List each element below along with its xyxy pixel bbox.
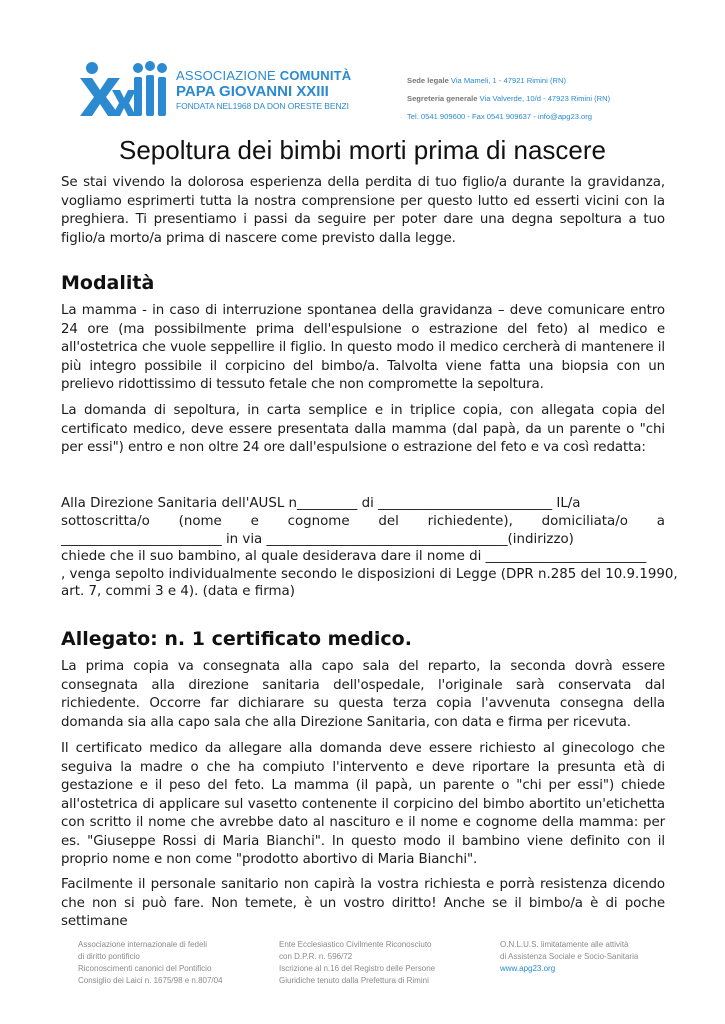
form-line: Alla Direzione Sanitaria dell'AUSL n_________ di __________________________ IL/a — [61, 496, 581, 511]
header-contacts — [407, 72, 610, 126]
modalita-paragraph-2: La domanda di sepoltura, in carta semplice e in triplice copia, con allegata copia del certificato medico, deve essere presentata dalla mamma (dal papà, da un parente o "chi per essi") entro e non oltre 24 ore dall'espulsione o estrazione del feto e va così redatta: — [61, 403, 665, 455]
contact-line-phone: Tel. 0541 909600 - Fax 0541 909637 - info@apg23.org — [407, 112, 593, 121]
organization-logo — [78, 60, 378, 120]
logo-line-3: FONDATA NEL1968 DA DON ORESTE BENZI — [176, 101, 349, 111]
logo-line-1: ASSOCIAZIONE COMUNITÀ — [176, 68, 352, 83]
form-line: ________________________ in via ____________________________________(indirizzo) — [61, 532, 574, 547]
form-line: sottoscritta/o (nome e cognome del richiedente), domiciliata/o a — [61, 514, 665, 529]
logo-mark-icon — [78, 60, 170, 118]
contact-line-segreteria: Segreteria generale Via Valverde, 10/d - 47923 Rimini (RN) — [407, 94, 611, 103]
allegato-paragraph-3: Facilmente il personale sanitario non capirà la vostra richiesta e porrà resistenza dicendo che non si può fare. Non temete, è un vostro diritto! Anche se il bimbo/a è di poche settimane — [61, 877, 665, 929]
form-line: , venga sepolto individualmente secondo le disposizioni di Legge (DPR n.285 del 10.9.1990, — [61, 567, 678, 582]
footer-col-3: O.N.L.U.S. limitatamente alle attività di Assistenza Sociale e Socio-Sanitaria www.apg23.org — [500, 940, 639, 973]
form-line: art. 7, commi 3 e 4). (data e firma) — [61, 584, 295, 599]
page-title: Sepoltura dei bimbi morti prima di nascere — [119, 135, 606, 165]
footer-col-2: Ente Ecclesiastico Civilmente Riconosciuto con D.P.R. n. 596/72 Iscrizione al n.16 del Registro delle Persone Giuridiche tenuto dalla Prefettura di Rimini — [279, 940, 436, 985]
contact-line-sede: Sede legale Via Mameli, 1 - 47921 Rimini (RN) — [407, 76, 566, 85]
website-link[interactable]: www.apg23.org — [500, 964, 556, 973]
section-heading-allegato: Allegato: n. 1 certificato medico. — [61, 628, 412, 650]
logo-text — [176, 68, 351, 112]
intro-paragraph: Se stai vivendo la dolorosa esperienza della perdita di tuo figlio/a durante la gravidanza, vogliamo esprimerti tutta la nostra comprensione per questo lutto ed esserti vicini con la preghiera. Ti presentiamo i passi da seguire per poter dare una degna sepoltura a tuo figlio/a morto/a prima di nascere come previsto dalla legge. — [61, 175, 665, 246]
allegato-paragraph-2: Il certificato medico da allegare alla domanda deve essere richiesto al ginecologo che seguiva la madre o che ha compiuto l'intervento e deve riportare la presunta età di gestazione e il peso del feto. La mamma (il papà, un parente o "chi per essi") chiede all'ostetrica di applicare sul vasetto contenente il corpicino del bimbo abortito un'etichetta con scritto il nome che avrebbe dato al nascituro e il nome e cognome della mamma: per es. "Giuseppe Rossi di Maria Bianchi". In questo modo il bambino viene definito con il proprio nome e non come "prodotto abortivo di Maria Bianchi". — [61, 741, 665, 867]
allegato-paragraph-1: La prima copia va consegnata alla capo sala del reparto, la seconda dovrà essere consegnata alla direzione sanitaria dell'ospedale, l'originale sarà conservata dal richiedente. Occorre far dichiarare su questa terza copia l'avvenuta consegna della domanda sia alla capo sala che alla Direzione Sanitaria, con data e firma per ricevuta. — [61, 659, 665, 730]
section-heading-modalita: Modalità — [61, 272, 155, 294]
logo-line-2: PAPA GIOVANNI XXIII — [176, 83, 329, 100]
footer-col-1: Associazione internazionale di fedeli di diritto pontificio Riconoscimenti canonici del Pontificio Consiglio dei Laici n. 1675/98 e n.807/04 — [78, 940, 223, 985]
modalita-paragraph-1: La mamma - in caso di interruzione spontanea della gravidanza – deve comunicare entro 24 ore (ma possibilmente prima dell'espulsione o estrazione del feto) al medico e all'ostetrica che vuole seppellire il figlio. In questo modo il medico cercherà di mantenere il più integro possibile il corpicino del bimbo/a. Talvolta viene fatta una biopsia con un prelievo ridottissimo di tessuto fetale che non compromette la sepoltura. — [61, 303, 665, 392]
form-line: chiede che il suo bambino, al quale desiderava dare il nome di ________________________ — [61, 549, 647, 564]
